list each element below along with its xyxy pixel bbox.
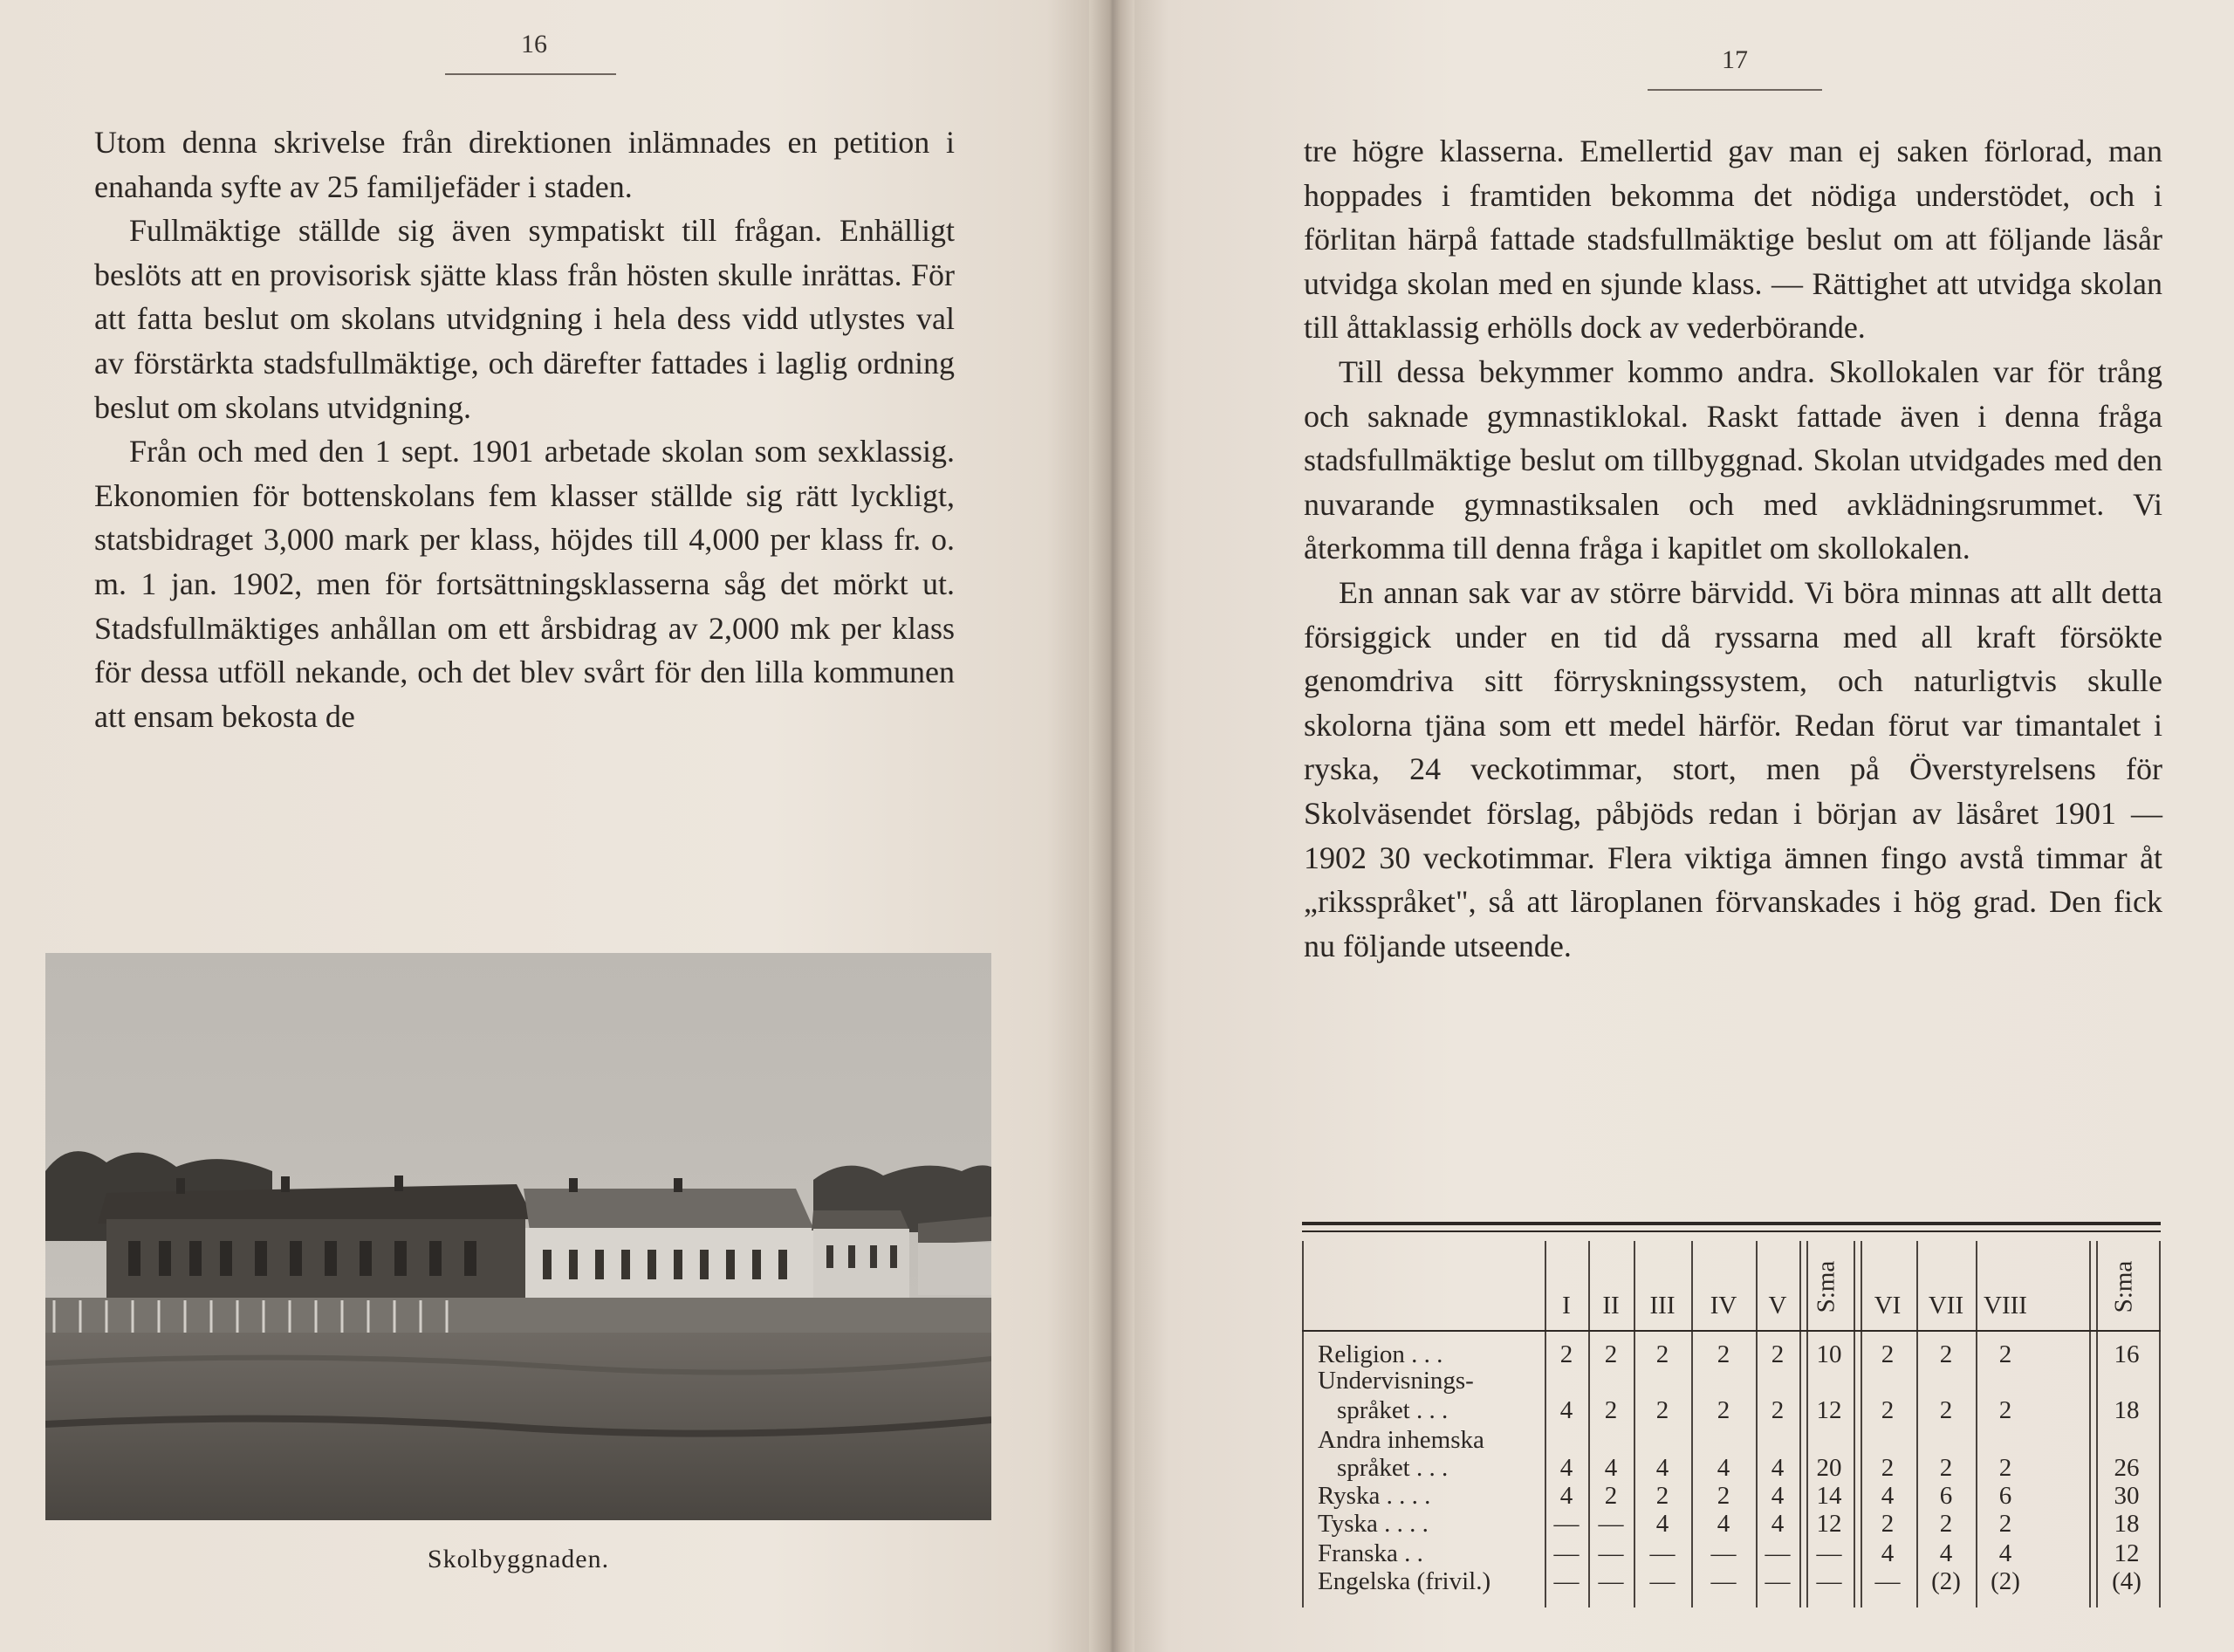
table-cell: —: [1649, 1539, 1676, 1567]
table-cell: 2: [1604, 1396, 1618, 1424]
table-vline: [1302, 1241, 1304, 1607]
row-label: språket . . .: [1337, 1396, 1449, 1424]
row-label: Tyska . . . .: [1318, 1510, 1429, 1538]
row-label: språket . . .: [1337, 1454, 1449, 1482]
paragraph: Fullmäktige ställde sig även sympatiskt till frågan. Enhälligt beslöts att en provisorisk sjätte klass från hösten skulle inrättas. För att fatta beslut om skolans utvidgning i hela dess vidd utlystes val av förstärkta stadsfullmäktige, och därefter fattades i laglig ordning beslut om skolans utvidgning.: [94, 213, 955, 425]
table-cell: 2: [1771, 1340, 1785, 1368]
table-cell: 2: [1655, 1340, 1669, 1368]
paragraph: Från och med den 1 sept. 1901 arbetade skolan som sexklassig. Ekonomien för bottenskolans fem klasser ställde sig rätt lyckligt, statsbidraget 3,000 mark per klass, höjdes till 4,000 per klass fr. o. m. 1 jan. 1902, men för fortsättningsklasserna såg det mörkt ut. Stadsfullmäktiges anhållan om ett årsbidrag av 2,000 mk per klass för dessa utföll nekande, och det blev svårt för den lilla kommunen att ensam bekosta de: [94, 434, 955, 734]
table-cell: 2: [1998, 1396, 2012, 1424]
table-cell: 4: [1559, 1454, 1573, 1482]
table-cell: —: [1598, 1539, 1624, 1567]
table-cell: —: [1710, 1567, 1737, 1595]
table-cell: 2: [1881, 1396, 1895, 1424]
right-body-text: [1304, 129, 2162, 968]
page-number-rule-right: [1648, 89, 1822, 91]
table-cell: 4: [1559, 1482, 1573, 1510]
table-cell: 2: [1939, 1510, 1953, 1538]
table-cell: 4: [1939, 1539, 1953, 1567]
column-header: VIII: [1984, 1292, 2027, 1320]
curriculum-table: [1302, 1222, 2161, 1611]
table-cell: 4: [1771, 1510, 1785, 1538]
paragraph: tre högre klasserna. Emellertid gav man ej saken förlorad, man hoppades i framtiden bekomma det nödiga understödet, och i förlitan härpå fattade stadsfullmäktige beslut om att följande läsår utvidga skolan med en sjunde klass. — Rättighet att utvidga skolan till åttaklassig erhölls dock av vederbörande.: [1304, 134, 2162, 346]
table-cell: 12: [1816, 1510, 1842, 1538]
table-cell: (4): [2112, 1567, 2141, 1595]
book-gutter: [1089, 0, 1134, 1652]
row-label: Undervisnings-: [1318, 1367, 1474, 1395]
table-cell: 4: [1717, 1454, 1730, 1482]
table-cell: (2): [1991, 1567, 2020, 1595]
table-cell: 12: [2114, 1539, 2140, 1567]
table-cell: —: [1553, 1567, 1580, 1595]
row-label: Religion . . .: [1318, 1340, 1443, 1368]
column-header: III: [1649, 1292, 1676, 1320]
table-cell: 14: [1816, 1482, 1842, 1510]
table-cell: —: [1553, 1539, 1580, 1567]
table-cell: 2: [1655, 1396, 1669, 1424]
column-header: V: [1768, 1292, 1787, 1320]
row-label: Franska . .: [1318, 1539, 1423, 1567]
page-number-rule-left: [445, 73, 616, 75]
table-cell: 2: [1881, 1454, 1895, 1482]
table-cell: 26: [2114, 1454, 2140, 1482]
table-cell: 6: [1939, 1482, 1953, 1510]
table-cell: 4: [1998, 1539, 2012, 1567]
table-cell: —: [1710, 1539, 1737, 1567]
row-label: Engelska (frivil.): [1318, 1567, 1491, 1595]
table-cell: 18: [2114, 1396, 2140, 1424]
column-header: I: [1562, 1292, 1571, 1320]
photo-caption: Skolbyggnaden.: [427, 1545, 610, 1573]
table-cell: 4: [1881, 1539, 1895, 1567]
table-cell: 2: [1717, 1396, 1730, 1424]
table-cell: (2): [1931, 1567, 1961, 1595]
column-header: VI: [1874, 1292, 1902, 1320]
table-cell: 2: [1939, 1340, 1953, 1368]
table-cell: —: [1598, 1567, 1624, 1595]
row-label: Ryska . . . .: [1318, 1482, 1431, 1510]
table-cell: 12: [1816, 1396, 1842, 1424]
table-cell: 20: [1816, 1454, 1842, 1482]
column-header: II: [1602, 1292, 1620, 1320]
table-cell: 6: [1998, 1482, 2012, 1510]
table-cell: —: [1765, 1539, 1791, 1567]
table-cell: 2: [1881, 1340, 1895, 1368]
paragraph: Till dessa bekymmer kommo andra. Skollokalen var för trång och saknade gymnastiklokal. Raskt fattade även i denna fråga stadsfullmäktige beslut om tillbyggnad. Skolan utvidgades med den nuvarande gymnastiksalen och med avklädningsrummet. Vi återkomma till denna fråga i kapitlet om skollokalen.: [1304, 353, 2162, 566]
table-cell: 2: [1998, 1340, 2012, 1368]
table-cell: 2: [1655, 1482, 1669, 1510]
table-cell: 2: [1717, 1340, 1730, 1368]
table-cell: 18: [2114, 1510, 2140, 1538]
column-header: IV: [1710, 1292, 1737, 1320]
table-cell: 2: [1881, 1510, 1895, 1538]
table-cell: 4: [1559, 1396, 1573, 1424]
table-cell: 16: [2114, 1340, 2140, 1368]
table-cell: 10: [1816, 1340, 1842, 1368]
column-header: VII: [1928, 1292, 1964, 1320]
table-cell: 2: [1939, 1396, 1953, 1424]
table-cell: 2: [1998, 1454, 2012, 1482]
table-cell: 4: [1655, 1510, 1669, 1538]
column-header-sum: S:ma: [2109, 1260, 2138, 1313]
page-number-right: 17: [1722, 45, 1748, 74]
table-cell: —: [1765, 1567, 1791, 1595]
table-cell: —: [1816, 1567, 1842, 1595]
table-cell: 4: [1604, 1454, 1618, 1482]
table-cell: 2: [1939, 1454, 1953, 1482]
page-number-left: 16: [521, 30, 547, 58]
table-cell: —: [1598, 1510, 1624, 1538]
table-cell: 4: [1771, 1482, 1785, 1510]
table-cell: 2: [1604, 1482, 1618, 1510]
table-cell: 30: [2114, 1482, 2140, 1510]
table-top-rule: [1302, 1222, 2161, 1225]
table-header-rule: [1302, 1330, 2161, 1332]
column-header-sum: S:ma: [1812, 1260, 1840, 1313]
row-label: Andra inhemska: [1318, 1426, 1484, 1454]
table-cell: 2: [1559, 1340, 1573, 1368]
paragraph: En annan sak var av större bärvidd. Vi böra minnas att allt detta försiggick under en tid då ryssarna med all kraft försökte genomdriva sitt förryskningssystem, och naturligtvis skulle skolorna tjäna som ett medel härför. Redan förut var timantalet i ryska, 24 veckotimmar, stort, men på Överstyrelsens för Skolväsendet förslag, påbjöds redan i början av läsåret 1901 — 1902 30 veckotimmar. Flera viktiga ämnen fingo avstå timmar åt „riksspråket", så att läroplanen förvanskades i hög grad. Den fick nu följande utseende.: [1304, 574, 2162, 963]
table-cell: —: [1649, 1567, 1676, 1595]
table-top-rule-thin: [1302, 1230, 2161, 1232]
table-cell: 2: [1604, 1340, 1618, 1368]
left-body-text: [94, 120, 955, 738]
table-cell: 2: [1998, 1510, 2012, 1538]
paragraph: Utom denna skrivelse från direktionen inlämnades en petition i enahanda syfte av 25 familjefäder i staden.: [94, 125, 955, 204]
table-vline: [2159, 1241, 2161, 1607]
table-cell: 2: [1771, 1396, 1785, 1424]
table-cell: 2: [1717, 1482, 1730, 1510]
table-cell: —: [1816, 1539, 1842, 1567]
table-cell: 4: [1717, 1510, 1730, 1538]
school-building-photo: [45, 953, 991, 1520]
table-cell: 4: [1881, 1482, 1895, 1510]
table-cell: 4: [1771, 1454, 1785, 1482]
table-cell: —: [1874, 1567, 1901, 1595]
table-cell: 4: [1655, 1454, 1669, 1482]
table-cell: —: [1553, 1510, 1580, 1538]
